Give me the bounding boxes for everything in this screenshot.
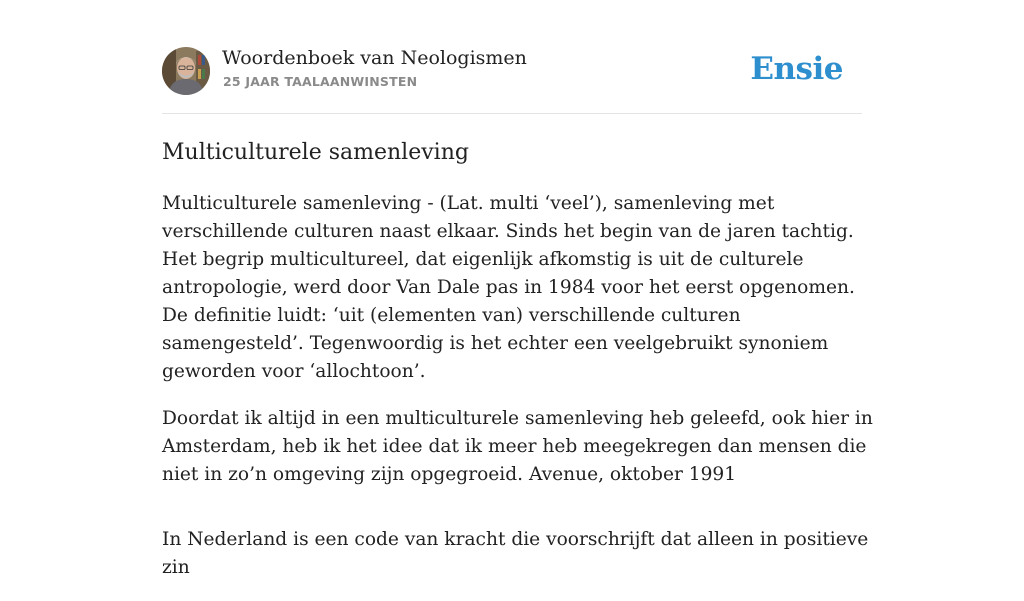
author-subtitle: 25 JAAR TAALAANWINSTEN bbox=[223, 74, 418, 89]
article-paragraph: In Nederland is een code van kracht die voorschrijft dat alleen in positieve zin bbox=[162, 529, 869, 578]
article-body bbox=[162, 190, 874, 601]
article-paragraph: Doordat ik altijd in een multiculturele samenleving heb geleefd, ook hier in Amsterdam, heb ik het idee dat ik meer heb meegekregen dan mensen die niet in zo’n omgeving zijn opgegroeid. Avenue, oktober 1991 bbox=[162, 408, 873, 485]
page-title: Multiculturele samenleving bbox=[162, 140, 469, 165]
page-container bbox=[162, 0, 873, 578]
article-paragraph: Multiculturele samenleving - (Lat. multi ‘veel’), samenleving met verschillende culturen naast elkaar. Sinds het begin van de jaren tachtig. Het begrip multicultureel, dat eigenlijk afkomstig is uit de culturele antropologie, werd door Van Dale pas in 1984 voor het eerst opgenomen. De definitie luidt: ‘uit (elementen van) verschillende culturen samengesteld’. Tegenwoordig is het echter een veelgebruikt synoniem geworden voor ‘allochtoon’. bbox=[162, 193, 855, 382]
brand-logo[interactable]: Ensie bbox=[750, 51, 843, 87]
header bbox=[162, 0, 862, 114]
author-name-link[interactable]: Woordenboek van Neologismen bbox=[222, 47, 527, 69]
avatar[interactable] bbox=[162, 47, 210, 95]
